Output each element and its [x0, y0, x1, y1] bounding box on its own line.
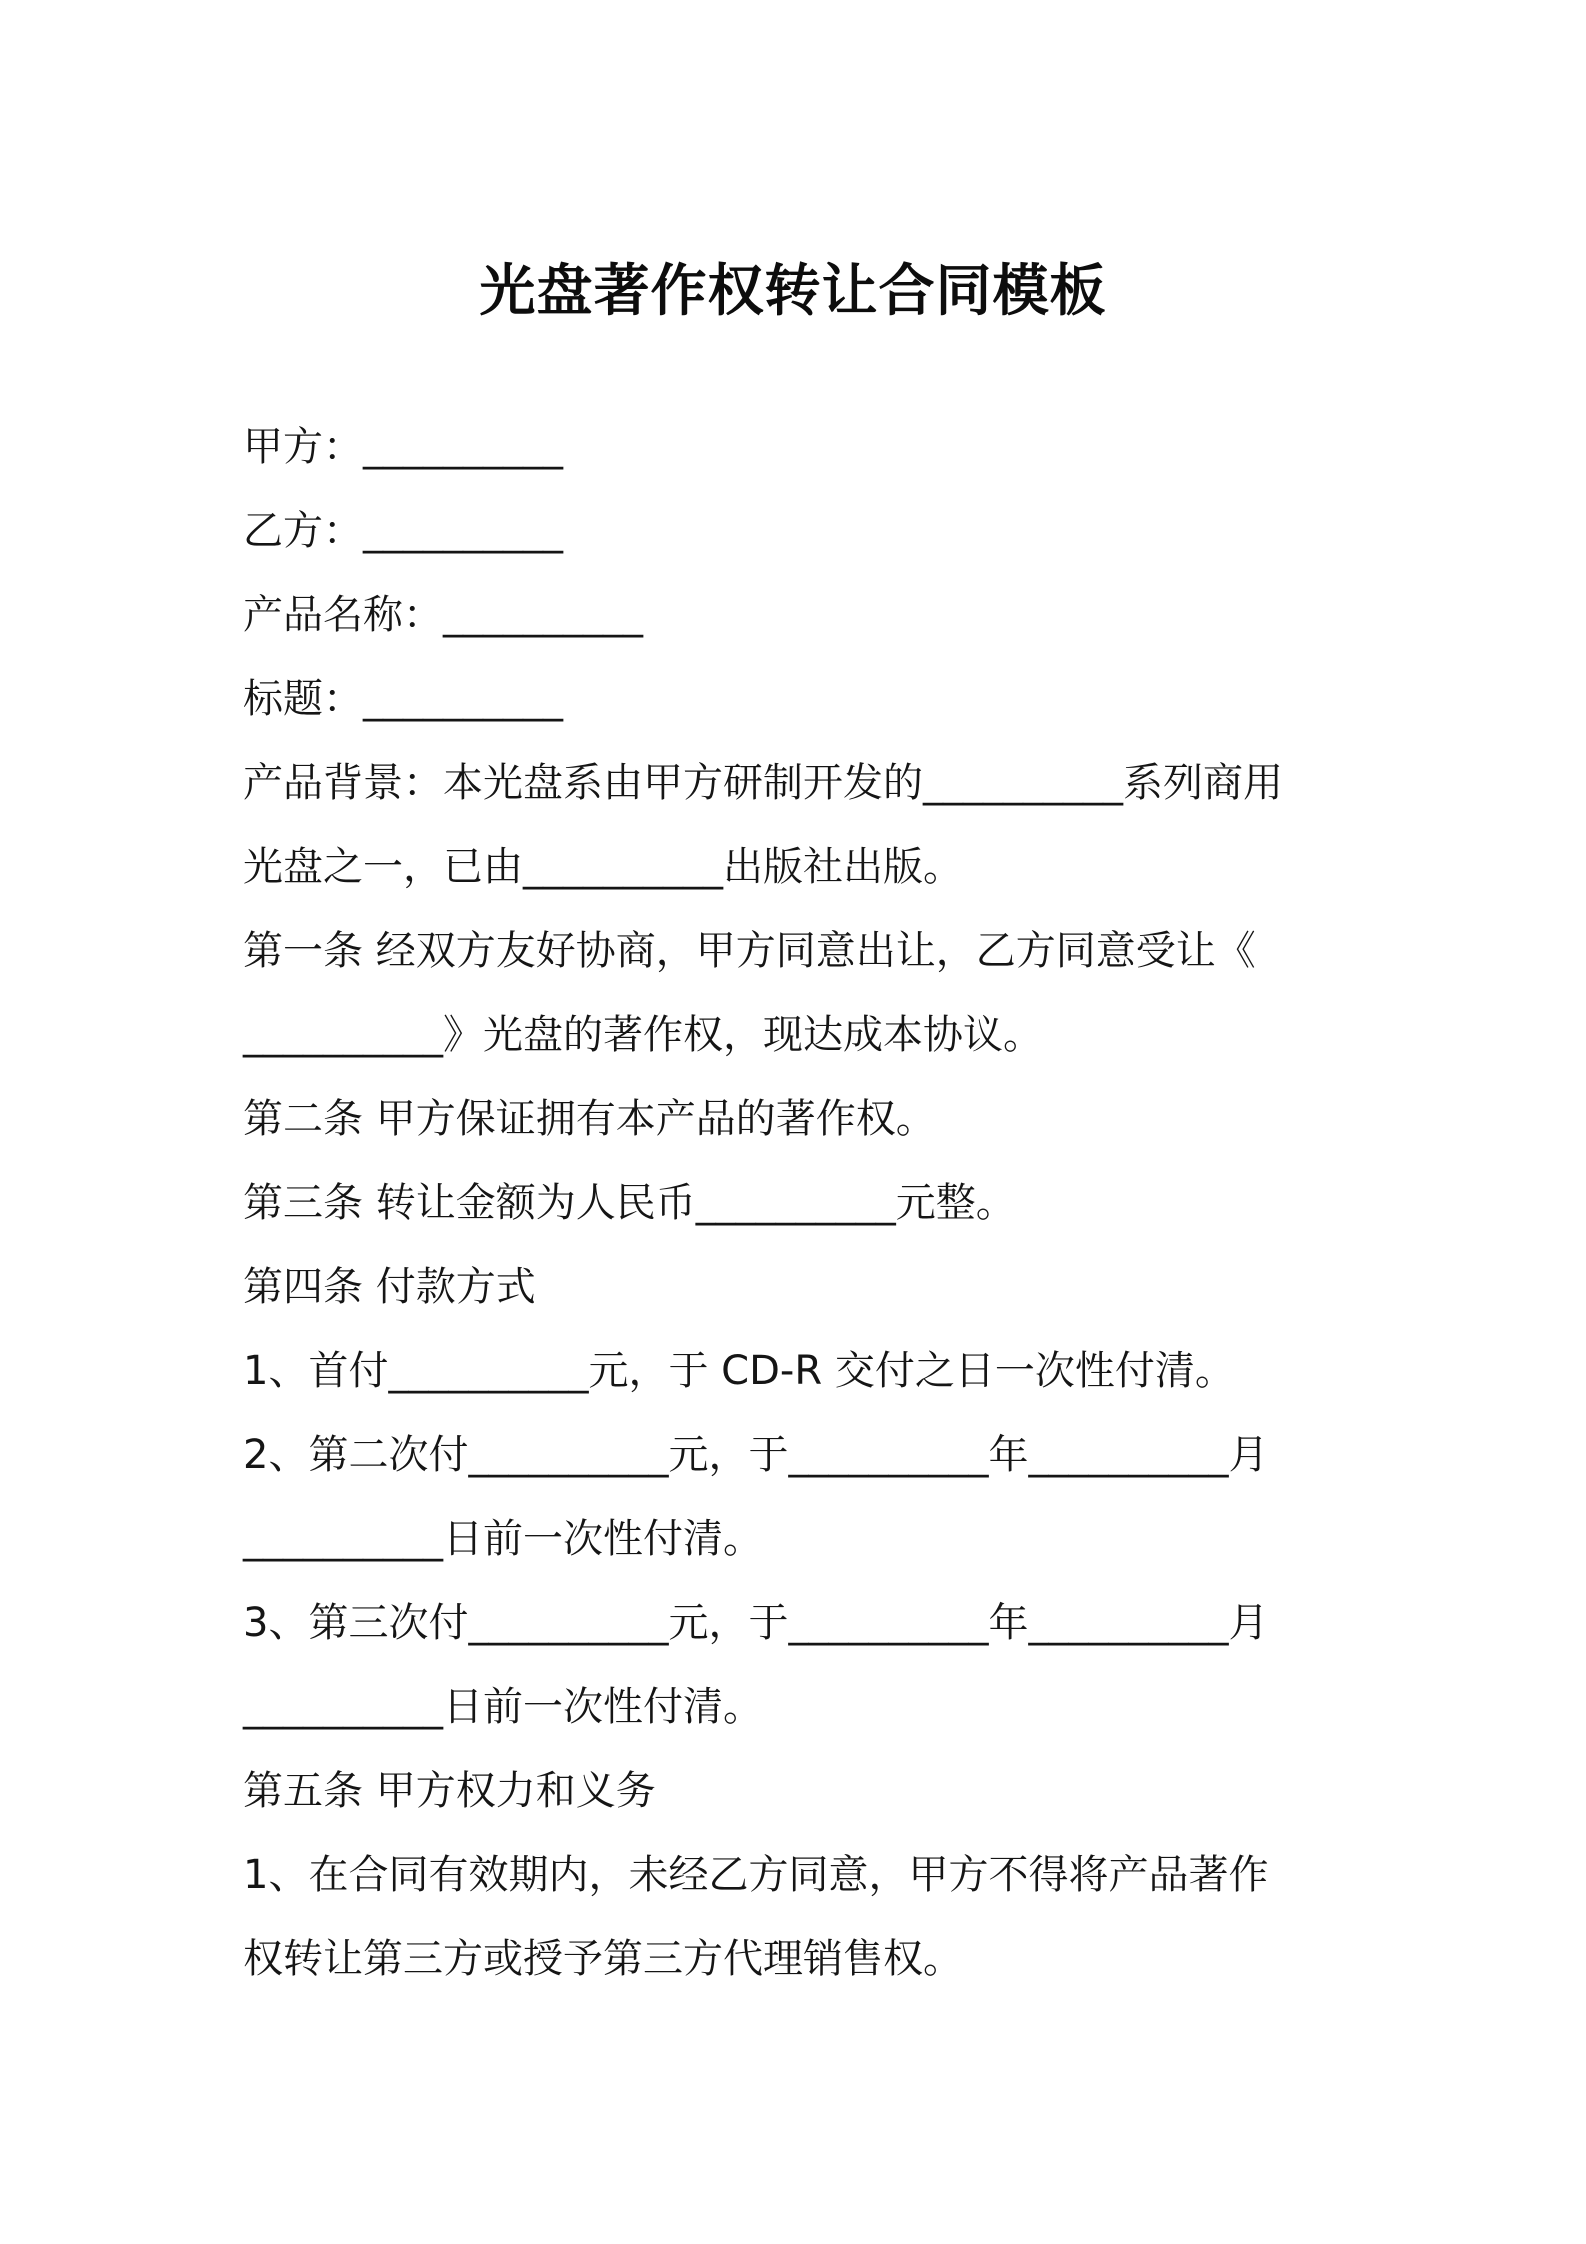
- document-body: [243, 405, 1363, 2001]
- article-1-line-1: 第一条 经双方友好协商，甲方同意出让，乙方同意受让《: [243, 928, 1256, 974]
- article-5-item-1-line-1: 1、在合同有效期内，未经乙方同意，甲方不得将产品著作: [243, 1852, 1269, 1898]
- article-1-line-2: __________》光盘的著作权，现达成本协议。: [243, 1012, 1043, 1058]
- document-title: 光盘著作权转让合同模板: [479, 259, 1107, 324]
- article-5-item-1-line-2: 权转让第三方或授予第三方代理销售权。: [243, 1936, 963, 1982]
- article-4-heading: 第四条 付款方式: [243, 1264, 536, 1310]
- product-name-line: 产品名称：__________: [243, 592, 643, 638]
- background-line-2: 光盘之一，已由__________出版社出版。: [243, 844, 963, 890]
- article-5-heading: 第五条 甲方权力和义务: [243, 1768, 656, 1814]
- payment-item-1: 1、首付__________元，于 CD-R 交付之日一次性付清。: [243, 1348, 1235, 1394]
- background-line-1: 产品背景：本光盘系由甲方研制开发的__________系列商用: [243, 760, 1283, 806]
- party-a-line: 甲方：__________: [243, 424, 563, 470]
- payment-item-2-line-2: __________日前一次性付清。: [243, 1516, 763, 1562]
- party-b-line: 乙方：__________: [243, 508, 563, 554]
- payment-item-3-line-1: 3、第三次付__________元，于__________年__________月: [243, 1600, 1269, 1646]
- payment-item-3-line-2: __________日前一次性付清。: [243, 1684, 763, 1730]
- subject-line: 标题：__________: [243, 676, 563, 722]
- article-2-line: 第二条 甲方保证拥有本产品的著作权。: [243, 1096, 936, 1142]
- payment-item-2-line-1: 2、第二次付__________元，于__________年__________月: [243, 1432, 1269, 1478]
- article-3-line: 第三条 转让金额为人民币__________元整。: [243, 1180, 1016, 1226]
